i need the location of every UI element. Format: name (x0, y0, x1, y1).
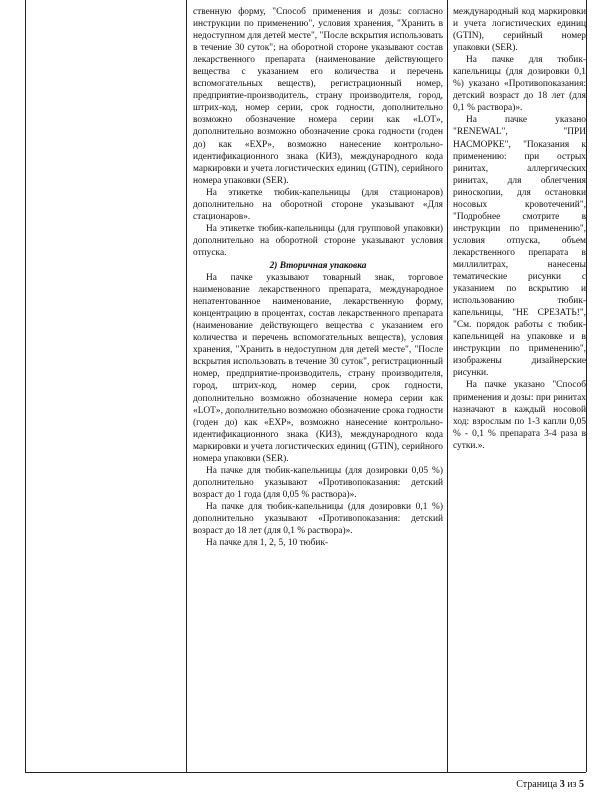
middle-paragraph-7: На пачке для 1, 2, 5, 10 тюбик- (206, 538, 329, 549)
page-current: 3 (559, 779, 565, 790)
page-separator: из (567, 779, 577, 790)
right-paragraph-1: международный код маркировки и учета логистических единиц (GTIN), серийный номер упаковки (SER). (453, 7, 586, 54)
middle-paragraph-6: На пачке для тюбик-капельницы (для дозировки 0,1 %) дополнительно указывают «Противопоказания: детский возраст до 18 лет (для 0,1 % раствора)». (193, 501, 443, 537)
page-label: Страница (516, 779, 558, 790)
middle-paragraph-4: На пачке указывают товарный знак, торговое наименование лекарственного препарата, международное непатентованное наименование, лекарственную форму, концентрацию в процентах, состав лекарственного препарата (наименование действующего вещества с указанием его количества и перечень вспомогательных веществ), условия хранения, "Хранить в недоступном для детей месте", "После вскрытия использовать в течение 30 суток", регистрационный номер, предприятие-производитель, страну производителя, город, штрих-код, номер серии, срок годности, дополнительно возможно обозначение номера серии как «LOT», дополнительно возможно обозначение срока годности (годен до) как «EXP», возможно нанесение контрольно-идентификационного знака (КИЗ), международного кода маркировки и учета логистических единиц (GTIN), серийного номера упаковки (SER). (193, 273, 443, 464)
table-column-divider-2 (447, 0, 448, 772)
table-column-divider-1 (186, 0, 187, 772)
right-paragraph-3: На пачке указано "RENEWAL", "ПРИ НАСМОРКЕ", "Показания к применению: при острых ринитах, аллергических ринитах, для облегчения риноскопии, для остановки носовых кровотечений", "Подробнее смотрите в инструкции по применению", условия отпуска, объем лекарственного препарата в миллилитрах, нанесены тематические рисунки с указанием по вскрытию и использованию тюбик-капельницы, "НЕ СРЕЗАТЬ!", "См. порядок работы с тюбик-капельницей на упаковке и в инструкции по применению", изображены дизайнерские рисунки. (453, 115, 586, 379)
middle-paragraph-2: На этикетке тюбик-капельницы (для стационаров) дополнительно на оборотной стороне указывают «Для стационаров». (193, 187, 443, 222)
middle-paragraph-3: На этикетке тюбик-капельницы (для групповой упаковки) дополнительно на оборотной стороне указывают условия отпуска. (193, 223, 443, 258)
middle-column (193, 6, 443, 549)
table-border-right (586, 0, 587, 772)
table-border-bottom (25, 772, 586, 773)
middle-paragraph-1: ственную форму, "Способ применения и дозы: согласно инструкции по применению", условия хранения, "Хранить в недоступном для детей месте", "После вскрытия использовать в течение 30 суток"; на оборотной стороне указывают состав лекарственного препарата (наименование действующего вещества с указанием его количества и перечень вспомогательных веществ), регистрационный номер, предприятие-производитель, страну производителя, город, штрих-код, номер серии, срок годности, дополнительно возможно обозначение номера серии как «LOT», дополнительно возможно обозначение срока годности (годен до) как «EXP», возможно нанесение контрольно-идентификационного знака (КИЗ), международного кода маркировки и учета логистических единиц (GTIN), серийного номера упаковки (SER). (193, 7, 443, 186)
middle-paragraph-5: На пачке для тюбик-капельницы (для дозировки 0,05 %) дополнительно указывают «Противопоказания: детский возраст до 1 года (для 0,05 % раствора)». (193, 465, 443, 500)
table-border-left (25, 0, 26, 772)
page-number (516, 779, 584, 790)
right-paragraph-4: На пачке указано "Способ применения и дозы: при ринитах назначают в каждый носовой ход: взрослым по 1-3 капли 0,05 % - 0,1 % препарата 3-4 раза в сутки.». (453, 380, 586, 451)
section-heading: 2) Вторичная упаковка (269, 260, 367, 271)
page-total: 5 (579, 779, 584, 790)
right-paragraph-2: На пачке для тюбик-капельницы (для дозировки 0,1 %) указано «Противопоказания: детский возраст до 18 лет (для 0,1 % раствора)». (453, 55, 586, 114)
right-column (453, 6, 586, 452)
